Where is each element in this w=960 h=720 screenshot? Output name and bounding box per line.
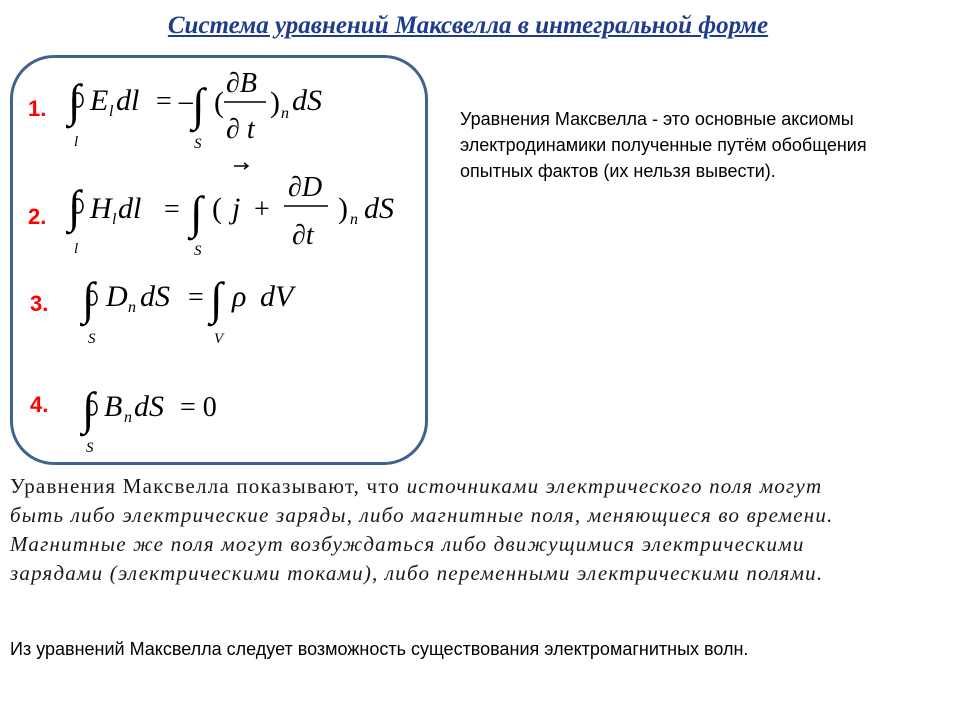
eq1-numerator: ∂B — [226, 68, 257, 99]
eq1-open-paren: ( — [214, 86, 224, 119]
eq2-plus: + — [254, 194, 270, 225]
eq1-int-lower: S — [194, 136, 202, 152]
page-title: Система уравнений Максвелла в интегральной форме — [167, 12, 769, 39]
contour-integral-sign: ∫ — [68, 181, 81, 232]
integral-sign: ∫ — [192, 79, 205, 130]
eq3-lhs-sub: n — [128, 299, 136, 316]
eq2-lhs-rest: dl — [118, 192, 142, 225]
eq1-lhs-main: E — [90, 84, 109, 117]
equation-4-number: 4. — [30, 392, 49, 417]
eq2-equals: = — [164, 194, 180, 225]
eq3-equals: = — [188, 282, 204, 313]
equation-2-svg — [66, 160, 416, 260]
eq3-lhs-main: D — [106, 280, 128, 313]
eq1-tail: dS — [292, 84, 322, 117]
eq1-close-sub: n — [281, 105, 289, 122]
eq1-equals: = – — [156, 86, 193, 117]
eq3-rho: ρ — [232, 280, 247, 313]
eq1-oint-lower: l — [74, 134, 79, 150]
contour-integral-sign: ∫ — [82, 383, 95, 434]
equation-1-formula — [66, 64, 386, 162]
equation-4-formula — [80, 372, 280, 470]
equation-3-svg — [80, 262, 340, 352]
eq3-int-lower: V — [214, 331, 224, 347]
maxwell-description: Уравнения Максвелла - это основные аксиомы электродинамики полученные путём обобщения опытных фактов (их нельзя вывести). — [460, 109, 867, 181]
eq4-lhs-main: B — [104, 390, 123, 423]
equation-2-number: 2. — [28, 204, 47, 229]
equation-2-formula — [66, 160, 416, 268]
integral-sign: ∫ — [210, 273, 223, 324]
eq4-lhs-rest: dS — [134, 390, 164, 423]
contour-integral-sign: ∫ — [68, 75, 81, 126]
eq2-close-sub: n — [350, 211, 358, 228]
eq2-lhs-main: H — [90, 192, 112, 225]
scanned-paragraph-italic: источниками электрического поля могут быть либо электрические заряды, либо магнитные поля, меняющиеся во времени. Магнитные же поля могут возбуждаться либо движущимися электрическими зарядами (электрическими токами), либо переменными электрическими полями. — [10, 474, 834, 585]
eq2-lhs-sub: l — [112, 211, 117, 228]
eq1-lhs-rest: dl — [116, 84, 140, 117]
eq2-open-paren: ( — [212, 192, 222, 225]
eq1-denominator: ∂ t — [226, 114, 255, 145]
equation-3-formula — [80, 262, 340, 360]
scanned-paragraph-lead: Уравнения Максвелла показывают, что — [10, 474, 407, 498]
eq3-oint-lower: S — [88, 331, 96, 347]
eq1-lhs-sub: l — [109, 103, 114, 120]
eq4-oint-lower: S — [86, 440, 94, 456]
eq4-equals: = 0 — [180, 392, 217, 423]
scanned-paragraph — [10, 472, 880, 588]
eq2-oint-lower: l — [74, 241, 79, 257]
equation-4-svg — [80, 372, 280, 462]
conclusion-text: Из уравнений Максвелла следует возможность существования электромагнитных волн. — [10, 639, 749, 659]
eq4-lhs-sub: n — [124, 409, 132, 426]
eq1-close-paren: ) — [270, 86, 280, 119]
eq3-tail: dV — [260, 280, 294, 313]
eq2-int-lower: S — [194, 243, 202, 259]
equation-1-svg — [66, 64, 386, 154]
equation-1-number: 1. — [28, 96, 47, 121]
integral-sign: ∫ — [190, 187, 203, 238]
eq3-lhs-rest: dS — [140, 280, 170, 313]
eq2-j: j — [232, 192, 241, 225]
eq2-tail: dS — [364, 192, 394, 225]
eq2-numerator: ∂D — [288, 172, 323, 203]
equation-3-number: 3. — [30, 291, 49, 316]
eq2-close-paren: ) — [338, 192, 348, 225]
eq2-denominator: ∂t — [292, 220, 314, 251]
contour-integral-sign: ∫ — [82, 273, 95, 324]
